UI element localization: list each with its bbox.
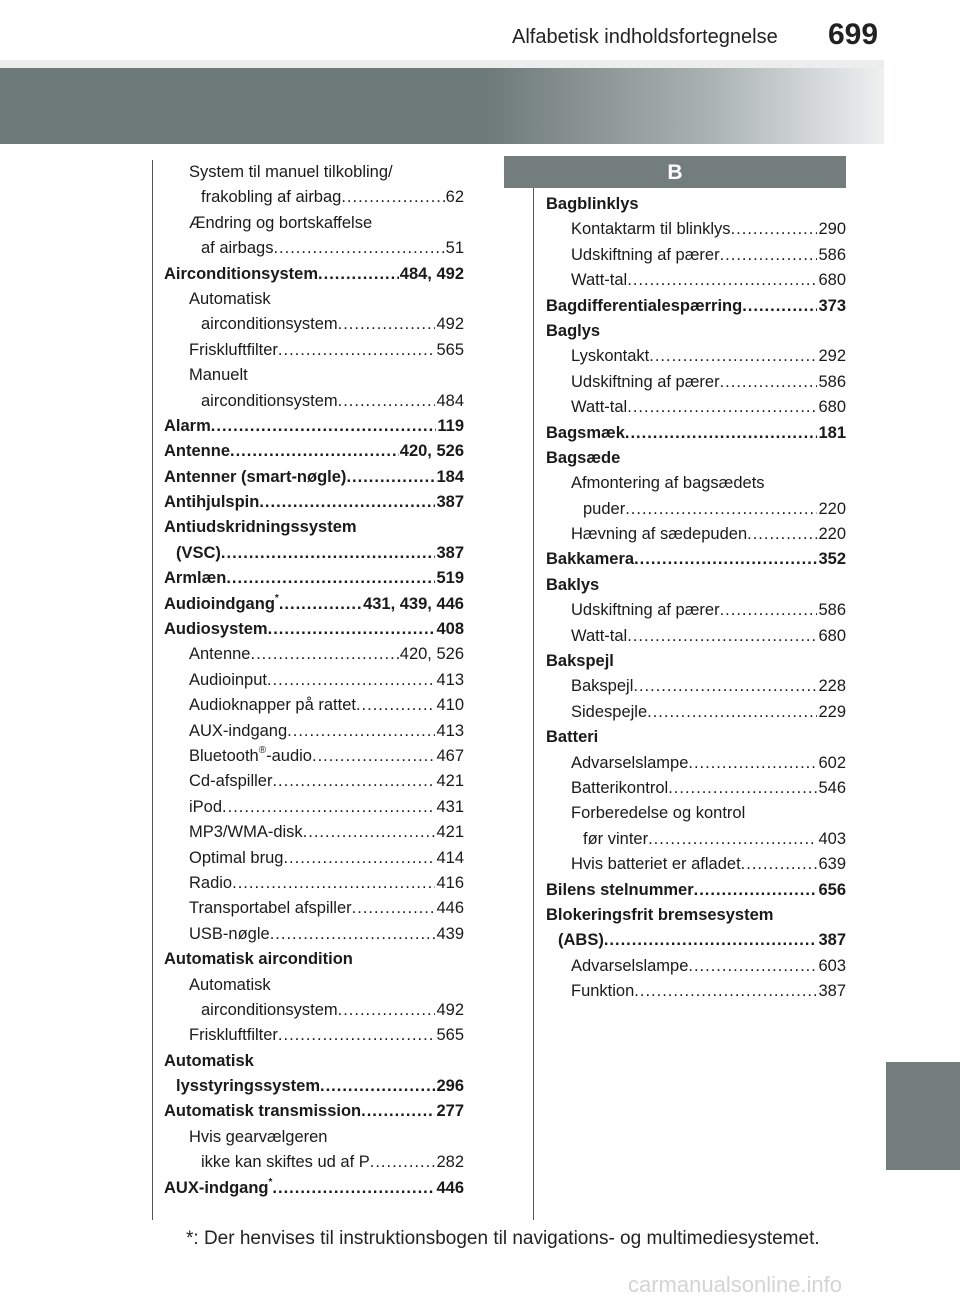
entry-page: 446 [436, 899, 464, 918]
entry-label: Batterikontrol [571, 778, 669, 797]
index-entry [201, 185, 464, 210]
index-entry [583, 497, 846, 522]
entry-label: USB-nøgle [189, 924, 270, 943]
index-entry [546, 446, 846, 471]
leader-dots [259, 490, 435, 515]
leader-dots [279, 592, 362, 617]
entry-label: Audioknapper på rattet [189, 696, 356, 715]
index-entry [546, 547, 846, 572]
index-entry [189, 642, 464, 667]
index-entry [571, 624, 846, 649]
entry-label: Armlæn [164, 569, 227, 588]
entry-page: 680 [818, 271, 846, 290]
index-entry [189, 1125, 464, 1150]
entry-label: Forberedelse og kontrol [571, 804, 746, 823]
index-entry [201, 998, 464, 1023]
index-entry [546, 878, 846, 903]
index-entry [546, 725, 846, 750]
entry-page: 62 [445, 188, 464, 207]
index-entry [189, 160, 464, 185]
index-entry [571, 776, 846, 801]
entry-page: 119 [437, 416, 464, 435]
leader-dots [361, 1099, 435, 1124]
entry-page: 519 [436, 569, 464, 588]
index-entry [546, 573, 846, 598]
entry-label: Automatisk transmission [164, 1102, 362, 1121]
leader-dots [625, 497, 817, 522]
index-entry [546, 192, 846, 217]
index-entry [164, 1049, 464, 1074]
index-entry [571, 954, 846, 979]
chapter-side-tab [886, 1062, 960, 1170]
entry-page: 439 [436, 924, 464, 943]
index-entry [571, 522, 846, 547]
entry-label: Audiosystem [164, 620, 268, 639]
leader-dots [230, 439, 399, 464]
entry-page: 680 [818, 626, 846, 645]
index-entry [176, 541, 464, 566]
entry-page: 413 [436, 721, 464, 740]
entry-label: lysstyringssystem [176, 1077, 320, 1096]
index-entry [164, 490, 464, 515]
leader-dots [625, 421, 818, 446]
entry-label: Friskluftfilter [189, 1026, 278, 1045]
entry-label: Advarselslampe [571, 753, 689, 772]
entry-label: Bagblinklys [546, 195, 639, 213]
entry-label: Antiudskridningssystem [164, 518, 357, 537]
entry-label: Baglys [546, 321, 601, 340]
entry-page: 586 [818, 245, 846, 264]
leader-dots [283, 846, 435, 871]
entry-label: Hævning af sædepuden [571, 525, 748, 544]
entry-label: (VSC) [176, 543, 221, 562]
entry-label: Sidespejle [571, 702, 648, 721]
entry-label: Bakspejl [571, 677, 634, 696]
index-entry [571, 370, 846, 395]
index-column-right [546, 192, 846, 1005]
entry-label: Kontaktarm til blinklys [571, 220, 731, 239]
leader-dots [226, 566, 435, 591]
entry-page: 387 [436, 493, 464, 512]
entry-page: 352 [818, 550, 846, 569]
leader-dots [633, 674, 817, 699]
leader-dots [287, 719, 435, 744]
entry-label: Bilens stelnummer [546, 880, 694, 899]
entry-page: 656 [818, 880, 846, 899]
watermark: carmanualsonline.info [628, 1272, 843, 1297]
index-entry [189, 871, 464, 896]
entry-label: Udskiftning af pærer [571, 601, 720, 620]
leader-dots [688, 954, 817, 979]
entry-label: Bagsæde [546, 448, 621, 467]
entry-label: Friskluftfilter [189, 340, 278, 359]
entry-page: 421 [436, 823, 464, 842]
leader-dots [338, 998, 436, 1023]
page-number: 699 [828, 18, 879, 51]
leader-dots [232, 871, 435, 896]
entry-page: 387 [436, 543, 464, 562]
index-entry [583, 827, 846, 852]
index-entry [164, 592, 464, 617]
index-entry [164, 515, 464, 540]
leader-dots [273, 236, 444, 261]
entry-label: iPod [189, 797, 223, 816]
index-entry [558, 928, 846, 953]
entry-label: Airconditionsystem [164, 264, 319, 283]
entry-page: 413 [436, 670, 464, 689]
index-entry [176, 1074, 464, 1099]
index-entry [189, 693, 464, 718]
entry-page: 181 [818, 423, 846, 442]
entry-page: 680 [818, 398, 846, 417]
entry-label: Automatisk [164, 1051, 254, 1070]
entry-page: 220 [818, 525, 846, 544]
entry-label: AUX-indgang* [164, 1177, 273, 1197]
index-entry [164, 465, 464, 490]
index-entry [189, 896, 464, 921]
entry-superscript: * [268, 1177, 273, 1189]
index-entry [201, 1150, 464, 1175]
entry-label: Antenne [189, 645, 251, 664]
entry-label: System til manuel tilkobling/ [189, 163, 393, 181]
entry-page: 387 [818, 931, 846, 950]
entry-label: airconditionsystem [201, 1000, 338, 1019]
leader-dots [648, 827, 817, 852]
entry-label: Hvis batteriet er afladet [571, 855, 741, 874]
entry-page: 296 [436, 1077, 464, 1096]
leader-dots [634, 979, 817, 1004]
index-column-left [164, 160, 464, 1201]
entry-page: 420, 526 [399, 645, 464, 664]
entry-page: 431, 439, 446 [363, 594, 464, 613]
entry-page: 565 [436, 340, 464, 359]
leader-dots [731, 217, 818, 242]
leader-dots [341, 185, 444, 210]
entry-label: Automatisk aircondition [164, 950, 353, 969]
leader-dots [742, 294, 817, 319]
entry-label: Bluetooth®-audio [189, 745, 312, 765]
entry-label: ikke kan skiftes ud af P [201, 1153, 370, 1172]
index-entry [546, 319, 846, 344]
index-entry [164, 1099, 464, 1124]
entry-label: Alarm [164, 416, 211, 435]
page-header-title: Alfabetisk indholdsfortegnelse [512, 26, 778, 48]
entry-label: frakobling af airbag [201, 188, 342, 207]
middle-column-rule [533, 160, 534, 1220]
entry-label: Hvis gearvælgeren [189, 1127, 328, 1146]
leader-dots [303, 820, 436, 845]
entry-page: 408 [436, 620, 464, 639]
index-entry [189, 719, 464, 744]
entry-label: Optimal brug [189, 848, 284, 867]
entry-label: Lyskontakt [571, 347, 650, 366]
entry-page: 229 [818, 702, 846, 721]
index-entry [189, 846, 464, 871]
header-strip [0, 60, 884, 68]
entry-page: 220 [818, 499, 846, 518]
leader-dots [370, 1150, 436, 1175]
entry-label: Funktion [571, 982, 635, 1001]
entry-page: 492 [436, 1000, 464, 1019]
entry-label: Audioindgang* [164, 593, 279, 613]
entry-label: Watt-tal [571, 398, 628, 417]
index-entry [189, 338, 464, 363]
entry-page: 421 [436, 772, 464, 791]
index-entry [164, 1176, 464, 1201]
leader-dots [338, 389, 436, 414]
index-entry [189, 973, 464, 998]
entry-page: 446 [436, 1178, 464, 1197]
entry-page: 403 [818, 829, 846, 848]
entry-page: 603 [818, 956, 846, 975]
entry-label: AUX-indgang [189, 721, 288, 740]
entry-label: Bakspejl [546, 652, 614, 671]
entry-label: MP3/WMA-disk [189, 823, 303, 842]
entry-label: Advarselslampe [571, 956, 689, 975]
entry-label: Antenne [164, 442, 230, 461]
leader-dots [278, 1023, 436, 1048]
index-entry [571, 598, 846, 623]
entry-page: 431 [436, 797, 464, 816]
entry-page: 51 [445, 239, 464, 258]
index-entry [189, 820, 464, 845]
leader-dots [604, 928, 818, 953]
index-entry [189, 769, 464, 794]
leader-dots [221, 541, 436, 566]
entry-page: 184 [436, 467, 464, 486]
entry-page: 228 [818, 677, 846, 696]
entry-label: Manuelt [189, 366, 248, 385]
leader-dots [627, 624, 817, 649]
entry-page: 387 [818, 982, 846, 1001]
entry-label: Watt-tal [571, 626, 628, 645]
entry-label: af airbags [201, 239, 274, 258]
entry-page: 467 [436, 746, 464, 765]
leader-dots [649, 344, 817, 369]
entry-superscript: * [274, 593, 279, 605]
index-entry [189, 922, 464, 947]
index-entry [201, 312, 464, 337]
leader-dots [268, 617, 436, 642]
entry-label: før vinter [583, 829, 649, 848]
entry-page: 484, 492 [399, 264, 464, 283]
leader-dots [272, 1176, 435, 1201]
index-entry [201, 236, 464, 261]
index-entry [189, 744, 464, 769]
index-entry [571, 395, 846, 420]
entry-label: airconditionsystem [201, 315, 338, 334]
section-letter-bar: B [504, 156, 846, 188]
index-entry [189, 211, 464, 236]
entry-label: Baklys [546, 575, 600, 594]
entry-page: 410 [436, 696, 464, 715]
index-entry [571, 979, 846, 1004]
index-entry [571, 801, 846, 826]
entry-label: Audioinput [189, 670, 267, 689]
index-entry [189, 287, 464, 312]
index-entry [164, 566, 464, 591]
leader-dots [270, 922, 436, 947]
leader-dots [720, 598, 818, 623]
footnote: *: Der henvises til instruktionsbogen til navigations- og multimediesystemet. [186, 1228, 820, 1249]
entry-page: 586 [818, 601, 846, 620]
index-entry [571, 344, 846, 369]
entry-page: 416 [436, 873, 464, 892]
leader-dots [272, 769, 435, 794]
leader-dots [634, 547, 817, 572]
entry-page: 282 [436, 1153, 464, 1172]
left-column-rule [152, 160, 153, 1220]
entry-label: Automatisk [189, 289, 271, 308]
index-entry [571, 700, 846, 725]
entry-label: Cd-afspiller [189, 772, 273, 791]
leader-dots [720, 243, 818, 268]
entry-label: Bagdifferentialespærring [546, 296, 743, 315]
index-entry [164, 617, 464, 642]
header-banner [0, 68, 884, 144]
entry-page: 420, 526 [399, 442, 464, 461]
entry-label: Afmontering af bagsædets [571, 474, 765, 493]
index-entry [189, 795, 464, 820]
leader-dots [668, 776, 817, 801]
index-entry [571, 243, 846, 268]
leader-dots [647, 700, 817, 725]
leader-dots [211, 414, 437, 439]
entry-page: 290 [818, 220, 846, 239]
index-entry [201, 389, 464, 414]
index-entry [546, 649, 846, 674]
entry-label: Automatisk [189, 975, 271, 994]
entry-label: Bakkamera [546, 550, 635, 569]
leader-dots [352, 896, 436, 921]
entry-label: puder [583, 499, 626, 518]
leader-dots [222, 795, 435, 820]
index-entry [164, 262, 464, 287]
leader-dots [747, 522, 817, 547]
leader-dots [278, 338, 436, 363]
leader-dots [356, 693, 436, 718]
index-entry [189, 363, 464, 388]
entry-page: 639 [818, 855, 846, 874]
entry-label: airconditionsystem [201, 391, 338, 410]
leader-dots [627, 395, 817, 420]
index-entry [571, 217, 846, 242]
entry-page: 292 [818, 347, 846, 366]
leader-dots [312, 744, 435, 769]
index-entry [546, 421, 846, 446]
entry-page: 484 [436, 391, 464, 410]
index-entry [546, 294, 846, 319]
entry-page: 414 [436, 848, 464, 867]
leader-dots [688, 751, 817, 776]
entry-page: 373 [818, 296, 846, 315]
index-entry [546, 903, 846, 928]
leader-dots [694, 878, 818, 903]
entry-label: Watt-tal [571, 271, 628, 290]
entry-label: (ABS) [558, 931, 604, 950]
entry-label: Bagsmæk [546, 423, 625, 442]
index-entry [571, 674, 846, 699]
entry-page: 602 [818, 753, 846, 772]
entry-label: Blokeringsfrit bremsesystem [546, 905, 774, 924]
index-entry [164, 947, 464, 972]
leader-dots [250, 642, 398, 667]
leader-dots [627, 268, 817, 293]
entry-label: Transportabel afspiller [189, 899, 352, 918]
entry-label: Ændring og bortskaffelse [189, 213, 373, 232]
leader-dots [320, 1074, 435, 1099]
entry-page: 492 [436, 315, 464, 334]
leader-dots [346, 465, 435, 490]
entry-label: Udskiftning af pærer [571, 372, 720, 391]
index-entry [571, 471, 846, 496]
index-entry [571, 268, 846, 293]
leader-dots [318, 262, 399, 287]
entry-label: Radio [189, 873, 233, 892]
entry-superscript: ® [258, 745, 267, 757]
index-entry [189, 668, 464, 693]
entry-page: 586 [818, 372, 846, 391]
index-entry [189, 1023, 464, 1048]
entry-label: Batteri [546, 728, 599, 747]
entry-page: 565 [436, 1026, 464, 1045]
entry-page: 546 [818, 778, 846, 797]
index-entry [571, 852, 846, 877]
entry-page: 277 [436, 1102, 464, 1121]
index-entry [164, 439, 464, 464]
leader-dots [338, 312, 436, 337]
leader-dots [267, 668, 435, 693]
entry-label: Antihjulspin [164, 493, 260, 512]
leader-dots [720, 370, 818, 395]
leader-dots [741, 852, 818, 877]
index-entry [164, 414, 464, 439]
entry-label: Antenner (smart-nøgle) [164, 467, 347, 486]
index-entry [571, 751, 846, 776]
entry-label: Udskiftning af pærer [571, 245, 720, 264]
